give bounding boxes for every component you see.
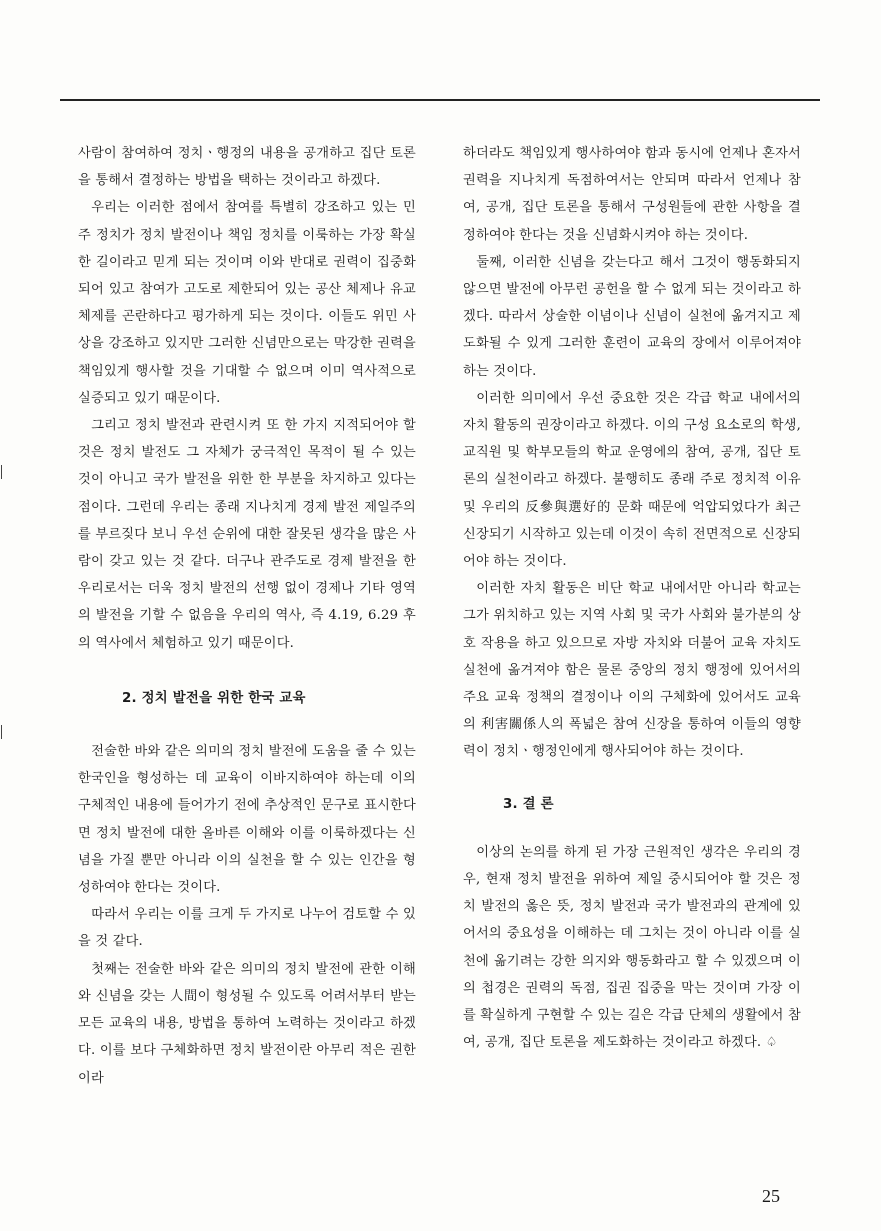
page-number: 25	[762, 1186, 780, 1206]
paragraph: 그리고 정치 발전과 관련시켜 또 한 가지 지적되어야 할 것은 정치 발전도 그 자체가 궁극적인 목적이 될 수 있는 것이 아니고 국가 발전을 위한 한 부분을 차지하고 있다는 점이다. 그런데 우리는 종래 지나치게 경제 발전 제일주의를 부르짖다 보니 우선 순위에 대한 잘못된 생각을 많은 사람이 갖고 있는 것 같다. 더구나 관주도로 경제 발전을 한 우리로서는 더욱 정치 발전의 선행 없이 경제나 기타 영역의 발전을 기할 수 없음을 우리의 역사, 즉 4.19, 6.29 후의 역사에서 체험하고 있기 때문이다.	[78, 418, 416, 651]
paragraph: 이러한 자치 활동은 비단 학교 내에서만 아니라 학교는 그가 위치하고 있는 지역 사회 및 국가 사회와 불가분의 상호 작용을 하고 있으므로 자방 자치와 더불어 교육 자치도 실천에 옮겨져야 함은 물론 중앙의 정치 행정에 있어서의 주요 교육 정책의 결정이나 이의 구체화에 있어서도 교육의 利害關係人의 폭넓은 참여 신장을 통하여 이들의 영향력이 정치ㆍ행정인에게 행사되어야 하는 것이다.	[463, 581, 801, 760]
section-heading: 2. 정치 발전을 위한 한국 교육	[122, 690, 306, 706]
paragraph: 우리는 이러한 점에서 참여를 특별히 강조하고 있는 민주 정치가 정치 발전이나 책임 정치를 이룩하는 가장 확실한 길이라고 믿게 되는 것이며 이와 반대로 권력이 집중화되어 있고 참여가 고도로 제한되어 있는 공산 체제나 유교 체제를 곤란하다고 평가하게 되는 것이다. 이들도 위민 사상을 강조하고 있지만 그러한 신념만으로는 막강한 권력을 책임있게 행사할 것을 기대할 수 없으며 이미 역사적으로 실증되고 있기 때문이다.	[78, 200, 416, 406]
end-mark-icon: ♤	[765, 1035, 778, 1051]
paragraph-text: 이상의 논의를 하게 된 가장 근원적인 생각은 우리의 경우, 현재 정치 발전을 위하여 제일 중시되어야 할 것은 정치 발전의 옳은 뜻, 정치 발전과 국가 발전과의 관계에 있어서의 중요성을 이해하는 데 그치는 것이 아니라 이를 실천에 옮기려는 강한 의지와 행동화라고 할 수 있겠으며 이의 첩경은 권력의 독점, 집권 집중을 막는 것이며 가장 이를 확실하게 구현할 수 있는 길은 각급 단체의 생활에서 참여, 공개, 집단 토론을 제도화하는 것이라고 하겠다.	[463, 844, 801, 1051]
paragraph: 첫째는 전술한 바와 같은 의미의 정치 발전에 관한 이해와 신념을 갖는 人間이 형성될 수 있도록 어려서부터 받는 모든 교육의 내용, 방법을 통하여 노력하는 것이라고 하겠다. 이를 보다 구체화하면 정치 발전이란 아무리 적은 권한이라	[78, 961, 416, 1086]
paragraph: 둘째, 이러한 신념을 갖는다고 해서 그것이 행동화되지 않으면 발전에 아무런 공헌을 할 수 없게 되는 것이라고 하겠다. 따라서 상술한 이념이나 신념이 실천에 옮겨지고 제도화될 수 있게 그러한 훈련이 교육의 장에서 이루어져야 하는 것이다.	[463, 254, 801, 379]
paragraph: 전술한 바와 같은 의미의 정치 발전에 도움을 줄 수 있는 한국인을 형성하는 데 교육이 이바지하여야 하는데 이의 구체적인 내용에 들어가기 전에 추상적인 문구로 표시한다면 정치 발전에 대한 올바른 이해와 이를 이룩하겠다는 신념을 가질 뿐만 아니라 이의 실천을 할 수 있는 인간을 형성하여야 한다는 것이다.	[78, 744, 416, 896]
margin-mark	[1, 465, 2, 479]
paragraph	[463, 839, 801, 1057]
margin-mark	[1, 725, 2, 739]
header-rule	[60, 99, 820, 101]
paragraph: 사람이 참여하여 정치ㆍ행정의 내용을 공개하고 집단 토론을 통해서 결정하는 방법을 택하는 것이라고 하겠다.	[78, 146, 416, 189]
paragraph: 따라서 우리는 이를 크게 두 가지로 나누어 검토할 수 있을 것 같다.	[78, 907, 416, 950]
right-column	[463, 140, 801, 1057]
paragraph: 하더라도 책임있게 행사하여야 함과 동시에 언제나 혼자서 권력을 지나치게 독점하여서는 안되며 따라서 언제나 참여, 공개, 집단 토론을 통해서 구성원들에 관한 사항을 결정하여야 한다는 것을 신념화시켜야 하는 것이다.	[463, 146, 801, 243]
paragraph: 이러한 의미에서 우선 중요한 것은 각급 학교 내에서의 자치 활동의 권장이라고 하겠다. 이의 구성 요소로의 학생, 교직원 및 학부모들의 학교 운영에의 참여, 공개, 집단 토론의 실천이라고 하겠다. 불행히도 종래 주로 정치적 이유 및 우리의 反參與選好的 문화 때문에 억압되었다가 최근 신장되기 시작하고 있는데 이것이 속히 전면적으로 신장되어야 하는 것이다.	[463, 390, 801, 570]
left-column	[78, 140, 416, 1092]
section-heading: 3. 결 론	[503, 796, 554, 812]
